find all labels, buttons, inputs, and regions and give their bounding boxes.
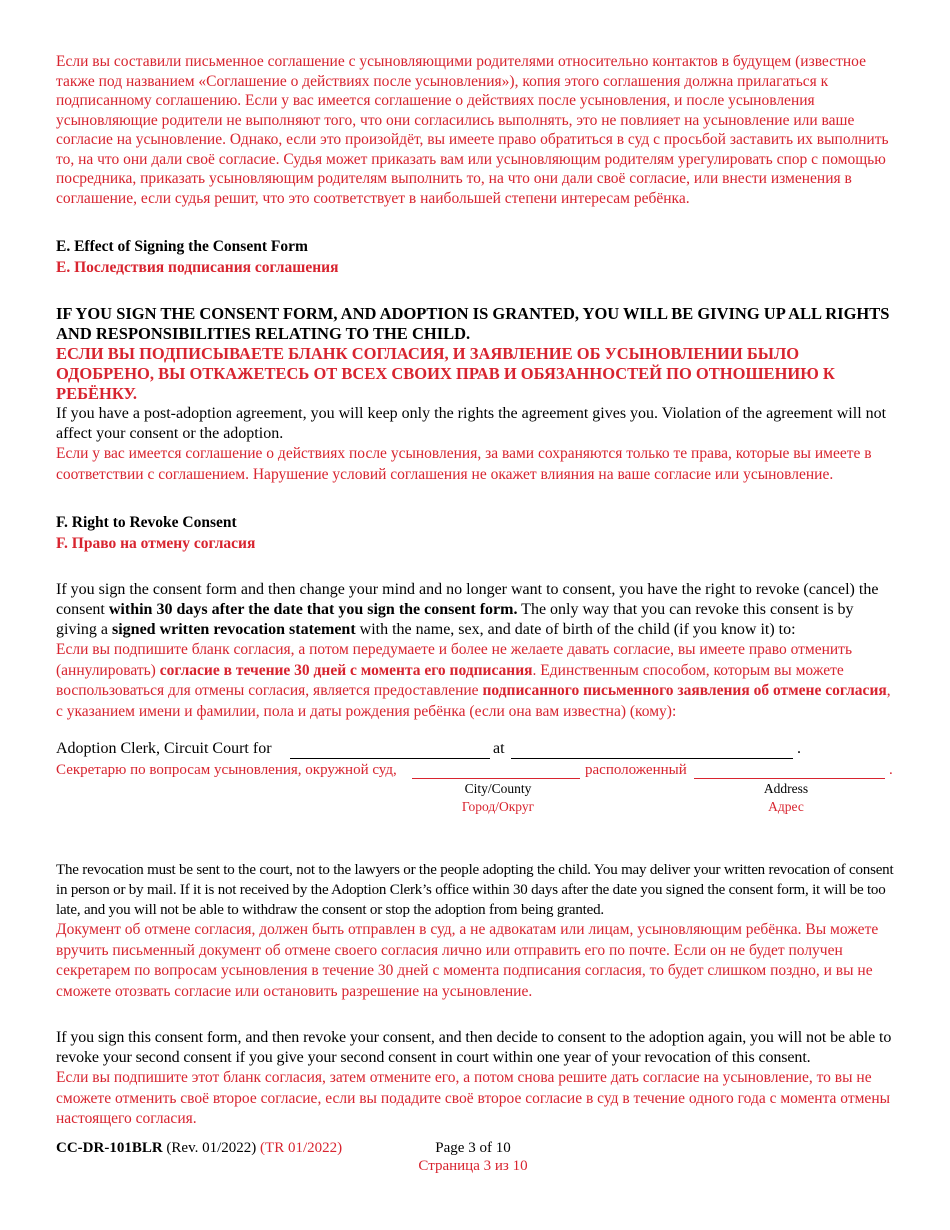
section-e-heading-en: E. Effect of Signing the Consent Form — [56, 238, 308, 255]
page-number-ru: Страница 3 из 10 — [418, 1158, 528, 1174]
city-county-field-ru[interactable] — [412, 778, 580, 779]
clerk-address-block: Adoption Clerk, Circuit Court for at . Секретарю по вопросам усыновления, окружной суд, расположенный . City/County Город/Округ Address Адрес — [56, 740, 893, 814]
section-f-heading-en: F. Right to Revoke Consent — [56, 514, 237, 531]
address-caption-ru: Адрес — [768, 799, 804, 814]
section-f-p2-en: The revocation must be sent to the court, not to the lawyers or the people adopting the child. You may deliver your written revocation of consent in person or by mail. If it is not received by the Adoption Clerk’s office within 30 days after the date you signed the consent form, it will be too late, and you will not be able to withdraw the consent or stop the adoption from being granted. — [56, 862, 894, 918]
address-field-en[interactable] — [511, 758, 793, 759]
section-f — [56, 512, 896, 1130]
address-caption-en: Address — [763, 781, 809, 796]
form-identifier: CC-DR-101BLR (Rev. 01/2022) (TR 01/2022) — [56, 1140, 343, 1156]
section-f-p3-ru: Если вы подпишите этот бланк согласия, затем отмените его, а потом снова решите дать согласие на усыновление, то вы не сможете отменить своё второе согласие, если вы подадите своё второе согласие в суд в течение одного года с момента отмены настоящего согласия. — [56, 1069, 891, 1127]
section-f-heading-ru: F. Право на отмену согласия — [56, 535, 256, 552]
section-f-p3-en: If you sign this consent form, and then revoke your consent, and then decide to consent to the adoption again, you will not be able to revoke your second consent if you give your second consent in court within one year of your revocation of this consent. — [56, 1029, 892, 1066]
intro-paragraph-ru: Если вы составили письменное соглашение с усыновляющими родителями относительно контактов в будущем (известное также под названием «Соглашение о действиях после усыновления»), копия этого соглашения должна прилагаться к подписанному соглашению. Если у вас имеется соглашение о действиях после усыновления, и после усыновления усыновляющие родители не выполняют того, что они согласились выполнять, это не повлияет на усыновление или ваше согласие на усыновление. Однако, если это произойдёт, вы имеете право обратиться в суд с просьбой заставить их выполнить то, на что они дали своё согласие. Судья может приказать вам или усыновляющим родителям урегулировать спор с помощью посредника, приказать усыновляющим родителям выполнить то, на что они дали своё согласие, или внести изменения в соглашение, если судья решит, что это соответствует в наибольшей степени интересам ребёнка. — [56, 53, 889, 207]
section-e-warning-en: IF YOU SIGN THE CONSENT FORM, AND ADOPTION IS GRANTED, YOU WILL BE GIVING UP ALL RIGHTS AND RESPONSIBILITIES RELATING TO THE CHILD. — [56, 304, 890, 343]
section-e-body-en: If you have a post-adoption agreement, you will keep only the rights the agreement gives you. Violation of the agreement will not affect your consent or the adoption. — [56, 405, 887, 442]
section-e-warning-ru: ЕСЛИ ВЫ ПОДПИСЫВАЕТЕ БЛАНК СОГЛАСИЯ, И ЗАЯВЛЕНИЕ ОБ УСЫНОВЛЕНИИ БЫЛО ОДОБРЕНО, ВЫ ОТКАЖЕТЕСЬ ОТ ВСЕХ СВОИХ ПРАВ И ОБЯЗАННОСТЕЙ ПО ОТНОШЕНИЮ К РЕБЁНКУ. — [56, 344, 835, 403]
section-e-heading-ru: E. Последствия подписания соглашения — [56, 259, 339, 276]
section-e-body-ru: Если у вас имеется соглашение о действиях после усыновления, за вами сохраняются только те права, которые вы имеете в соответствии с соглашением. Нарушение условий соглашения не окажет влияния на ваше согласие или усыновление. — [56, 445, 872, 483]
city-county-caption-ru: Город/Округ — [461, 799, 535, 814]
section-f-p1-ru: Если вы подпишите бланк согласия, а потом передумаете и более не желаете давать согласие, вы имеете право отменить (аннулировать) согласие в течение 30 дней с момента его подписания. Единственным способом, которым вы можете воспользоваться для отмены согласия, является предоставление подписанного письменного заявления об отмене согласия, с указанием имени и фамилии, пола и даты рождения ребёнка (если она вам известна) (кому): — [56, 641, 891, 720]
section-f-p1-en: If you sign the consent form and then change your mind and no longer want to consent, you have the right to revoke (cancel) the consent within 30 days after the date that you sign the consent form. The only way that you can revoke this consent is by giving a signed written revocation statement with the name, sex, and date of birth of the child (if you know it) to: — [56, 581, 879, 638]
at-label-en: at — [493, 740, 505, 757]
city-county-caption-en: City/County — [464, 781, 532, 796]
section-e — [56, 236, 896, 485]
page-number-en: Page 3 of 10 — [435, 1140, 511, 1156]
document-page — [56, 52, 896, 1130]
clerk-label-en: Adoption Clerk, Circuit Court for — [56, 740, 272, 757]
address-field-ru[interactable] — [694, 778, 885, 779]
clerk-label-ru: Секретарю по вопросам усыновления, окружной суд, — [56, 762, 397, 778]
section-f-p2-ru: Документ об отмене согласия, должен быть отправлен в суд, а не адвокатам или лицам, усыновляющим ребёнка. Вы можете вручить письменный документ об отмене своего согласия лично или отправить его по почте. Если он не будет получен секретарем по вопросам усыновления в течение 30 дней с момента подписания согласия, то будет слишком поздно, и вы не сможете отозвать согласие или остановить разрешение на усыновление. — [56, 921, 879, 1000]
city-county-field-en[interactable] — [290, 758, 490, 759]
located-label-ru: расположенный — [585, 762, 687, 778]
